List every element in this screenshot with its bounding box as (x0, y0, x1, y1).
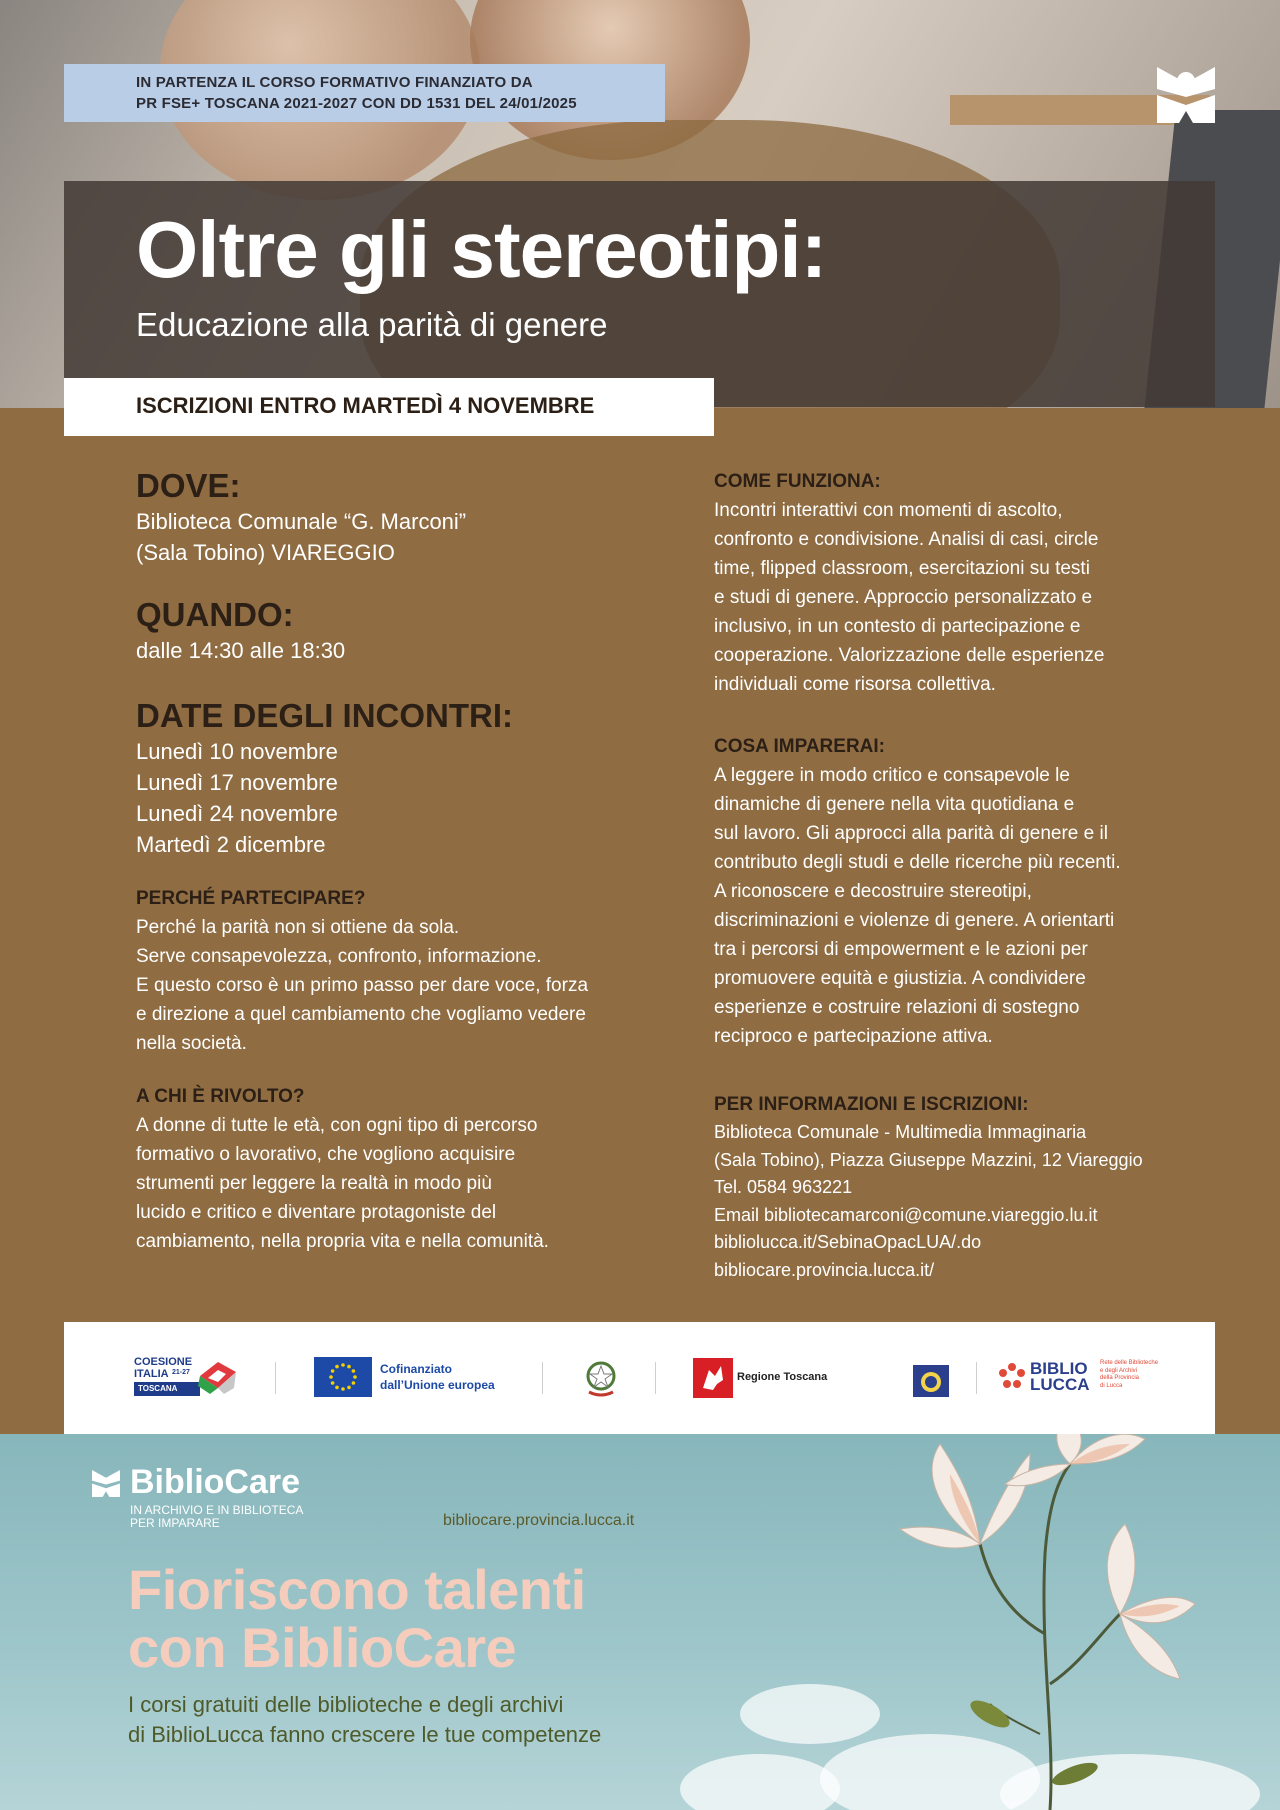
funding-banner (64, 64, 665, 122)
italian-republic-emblem (583, 1358, 619, 1398)
right-column (714, 468, 1194, 1284)
bibliocare-headline: Fioriscono talenti con BiblioCare (128, 1558, 586, 1679)
date-item: Lunedì 24 novembre (136, 801, 338, 826)
dove-heading: DOVE: (136, 467, 241, 504)
partner-logos (64, 1322, 1215, 1434)
funding-banner-line1: IN PARTENZA IL CORSO FORMATIVO FINANZIATO DA (136, 74, 533, 91)
date-item: Lunedì 17 novembre (136, 770, 338, 795)
bibliocare-footer-logo-icon (92, 1469, 120, 1497)
perche-heading: PERCHÉ PARTECIPARE? (136, 888, 366, 909)
dove-line2: (Sala Tobino) VIAREGGIO (136, 540, 395, 565)
info-heading: PER INFORMAZIONI E ISCRIZIONI: (714, 1094, 1029, 1115)
bibliocare-tagline: IN ARCHIVIO E IN BIBLIOTECA PER IMPARARE (130, 1503, 304, 1530)
bibliocare-subtext: I corsi gratuiti delle biblioteche e degli archivi di BiblioLucca fanno crescere le tue competenze (128, 1692, 602, 1747)
coesione-italia-logo (134, 1356, 238, 1398)
cosa-text: A leggere in modo critico e consapevole le dinamiche di genere nella vita quotidiana e sul lavoro. Gli approcci alla parità di genere e il contributo degli studi e delle ricerche più recenti. A riconoscere e decostruire stereotipi, discriminazioni e violenze di genere. A orientarti tra i percorsi di empowerment e le azioni per promuovere equità e giustizia. A condividere esperienze e costruire relazioni di sostegno reciproco e partecipazione attiva. (714, 765, 1121, 1047)
regione-toscana-logo (693, 1358, 833, 1398)
coesione-line2: ITALIA (134, 1368, 169, 1380)
bibliolucca-line1: BIBLIO (1030, 1359, 1088, 1378)
date-heading: DATE DEGLI INCONTRI: (136, 697, 514, 734)
eu-line2: dall’Unione europea (380, 1378, 495, 1392)
quando-text: dalle 14:30 alle 18:30 (136, 638, 346, 663)
coesione-years: 21-27 (172, 1369, 190, 1376)
bibliocare-logo-icon (1157, 65, 1215, 123)
eu-line1: Cofinanziato (380, 1362, 452, 1376)
eu-logo (314, 1357, 514, 1397)
dove-line1: Biblioteca Comunale “G. Marconi” (136, 509, 467, 534)
bibliolucca-logo (998, 1358, 1168, 1398)
bibliocare-url[interactable]: bibliocare.provincia.lucca.it (443, 1512, 635, 1529)
regione-toscana-flag (693, 1358, 733, 1398)
registration-deadline-text: ISCRIZIONI ENTRO MARTEDÌ 4 NOVEMBRE (136, 393, 595, 418)
perche-text: Perché la parità non si ottiene da sola. Serve consapevolezza, confronto, informazione. E questo corso è un primo passo per dare voce, forza e direzione a quel cambiamento che vogliamo vedere nella società. (136, 917, 589, 1054)
provincia-lucca-crest (912, 1356, 950, 1398)
come-heading: COME FUNZIONA: (714, 471, 881, 492)
come-text: Incontri interattivi con momenti di ascolto, confronto e condivisione. Analisi di casi, circle time, flipped classroom, esercitazioni su testi e studi di genere. Approccio personalizzato e inclusivo, in un contesto di partecipazione e cooperazione. Valorizzazione delle esperienze individuali come risorsa collettiva. (714, 500, 1105, 695)
bibliolucca-tagline: Rete delle Biblioteche e degli Archivi della Provincia di Lucca (1100, 1360, 1159, 1389)
chi-heading: A CHI È RIVOLTO? (136, 1086, 305, 1107)
info-text: Biblioteca Comunale - Multimedia Immaginaria (Sala Tobino), Piazza Giuseppe Mazzini, 12 Viareggio Tel. 0584 963221 Email bibliotecamarconi@comune.viareggio.lu.it bibliolucca.it/SebinaOpacLUA/.do bibliocare.provincia.lucca.it/ (714, 1122, 1143, 1280)
page-title: Oltre gli stereotipi: (136, 205, 827, 294)
registration-deadline (64, 378, 714, 436)
left-column (136, 466, 656, 1256)
coesione-region: TOSCANA (138, 1384, 178, 1393)
coesione-line1: COESIONE (134, 1356, 193, 1368)
funding-banner-line2: PR FSE+ TOSCANA 2021-2027 CON DD 1531 DEL 24/01/2025 (136, 95, 577, 112)
eu-flag-icon (314, 1357, 372, 1397)
bibliolucca-line2: LUCCA (1030, 1375, 1090, 1394)
cosa-heading: COSA IMPARERAI: (714, 736, 885, 757)
date-item: Martedì 2 dicembre (136, 832, 326, 857)
quando-heading: QUANDO: (136, 596, 294, 633)
bibliocare-brand: BiblioCare (130, 1463, 301, 1501)
chi-text: A donne di tutte le età, con ogni tipo di percorso formativo o lavorativo, che vogliono acquisire strumenti per leggere la realtà in modo più lucido e critico e diventare protagoniste del cambiamento, nella propria vita e nella comunità. (136, 1115, 549, 1252)
paper-flower-illustration (880, 1434, 1200, 1810)
page-subtitle: Educazione alla parità di genere (136, 306, 608, 343)
regione-toscana-text: Regione Toscana (737, 1371, 828, 1383)
date-item: Lunedì 10 novembre (136, 739, 338, 764)
